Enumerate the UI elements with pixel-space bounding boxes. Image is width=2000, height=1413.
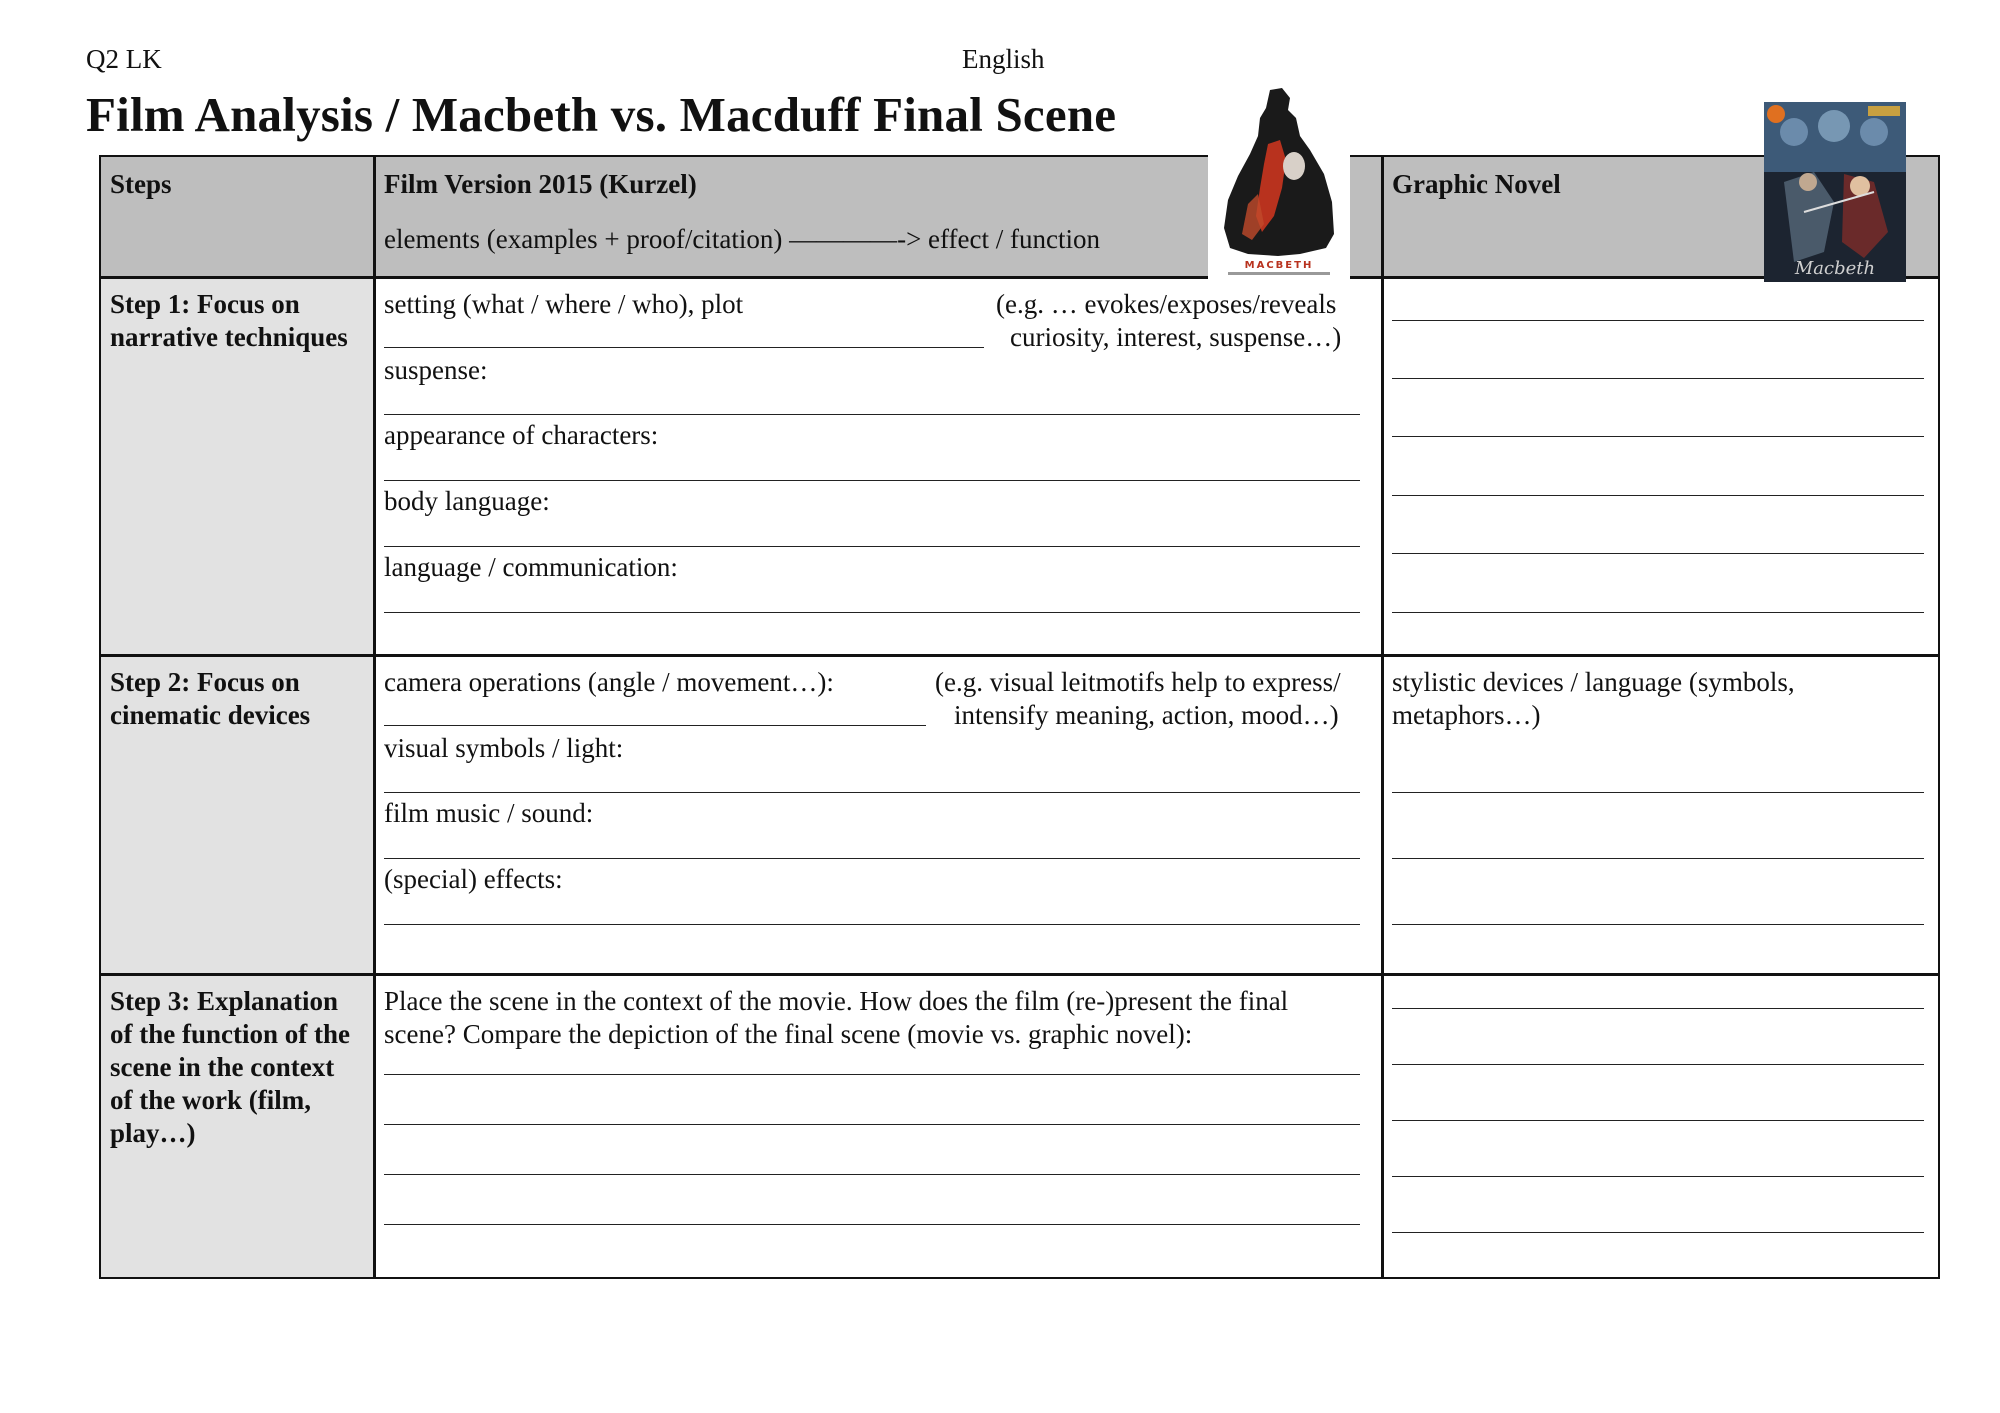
step3-prompt: scene? Compare the depiction of the final scene (movie vs. graphic novel): bbox=[384, 1019, 1193, 1049]
answer-line bbox=[1392, 924, 1924, 925]
step1-item-language: language / communication: bbox=[384, 552, 678, 582]
step1-item-suspense: suspense: bbox=[384, 355, 488, 385]
step2-label: Step 2: Focus on cinematic devices bbox=[110, 667, 311, 730]
column-divider bbox=[1381, 157, 1384, 1277]
svg-text:Macbeth: Macbeth bbox=[1794, 258, 1876, 279]
step2-item-music: film music / sound: bbox=[384, 798, 594, 828]
step2-item-effects: (special) effects: bbox=[384, 864, 563, 894]
film-poster-icon bbox=[1208, 84, 1350, 280]
answer-line bbox=[1392, 612, 1924, 613]
answer-line bbox=[384, 1074, 1360, 1075]
step2-hint: intensify meaning, action, mood…) bbox=[954, 700, 1339, 730]
answer-line bbox=[384, 480, 1360, 481]
answer-line bbox=[1392, 1008, 1924, 1009]
row-divider bbox=[101, 654, 1938, 657]
step2-hint: (e.g. visual leitmotifs help to express/ bbox=[935, 667, 1341, 697]
answer-line bbox=[1392, 1232, 1924, 1233]
step1-hint: curiosity, interest, suspense…) bbox=[1010, 322, 1342, 352]
answer-line bbox=[1392, 378, 1924, 379]
answer-line bbox=[384, 858, 1360, 859]
course-label: Q2 LK bbox=[86, 44, 162, 74]
answer-line bbox=[1392, 436, 1924, 437]
svg-text:MACBETH: MACBETH bbox=[1244, 260, 1314, 271]
answer-line bbox=[384, 1124, 1360, 1125]
answer-line bbox=[384, 792, 1360, 793]
step1-hint: (e.g. … evokes/exposes/reveals bbox=[996, 289, 1337, 319]
header-graphic-novel: Graphic Novel bbox=[1392, 169, 1561, 199]
header-film-subtitle: elements (examples + proof/citation) ————-> effect / function bbox=[384, 224, 1100, 254]
step2-item-visual-symbols: visual symbols / light: bbox=[384, 733, 624, 763]
answer-line bbox=[384, 1224, 1360, 1225]
answer-line bbox=[384, 1174, 1360, 1175]
step2-novel-prompt: stylistic devices / language (symbols, bbox=[1392, 667, 1795, 697]
answer-line bbox=[384, 414, 1360, 415]
step3-label: Step 3: Explanation of the function of the scene in the context of the work (film, play…) bbox=[110, 986, 350, 1148]
header-film-version: Film Version 2015 (Kurzel) bbox=[384, 169, 697, 199]
page-title: Film Analysis / Macbeth vs. Macduff Final Scene bbox=[86, 87, 1117, 142]
answer-line bbox=[1392, 320, 1924, 321]
answer-line bbox=[1392, 495, 1924, 496]
answer-line bbox=[384, 612, 1360, 613]
step1-item-setting: setting (what / where / who), plot bbox=[384, 289, 744, 319]
answer-line bbox=[384, 347, 984, 348]
answer-line bbox=[1392, 553, 1924, 554]
answer-line bbox=[1392, 1064, 1924, 1065]
subject-label: English bbox=[962, 44, 1045, 74]
answer-line bbox=[384, 725, 926, 726]
row-divider bbox=[101, 276, 1938, 279]
step1-item-body-language: body language: bbox=[384, 486, 550, 516]
analysis-table bbox=[99, 155, 1940, 1279]
header-steps: Steps bbox=[110, 169, 172, 199]
graphic-novel-cover-image bbox=[1764, 102, 1906, 282]
film-poster-image bbox=[1208, 84, 1350, 280]
step1-item-appearance: appearance of characters: bbox=[384, 420, 659, 450]
step3-prompt: Place the scene in the context of the movie. How does the film (re-)present the final bbox=[384, 986, 1289, 1016]
table-header-background bbox=[101, 157, 1938, 276]
step1-label: Step 1: Focus on narrative techniques bbox=[110, 289, 348, 352]
row-divider bbox=[101, 973, 1938, 976]
answer-line bbox=[384, 546, 1360, 547]
step2-novel-prompt: metaphors…) bbox=[1392, 700, 1541, 730]
answer-line bbox=[1392, 858, 1924, 859]
answer-line bbox=[1392, 1120, 1924, 1121]
answer-line bbox=[384, 924, 1360, 925]
answer-line bbox=[1392, 792, 1924, 793]
answer-line bbox=[1392, 1176, 1924, 1177]
step2-item-camera: camera operations (angle / movement…): bbox=[384, 667, 834, 697]
graphic-novel-cover-icon bbox=[1764, 102, 1906, 282]
